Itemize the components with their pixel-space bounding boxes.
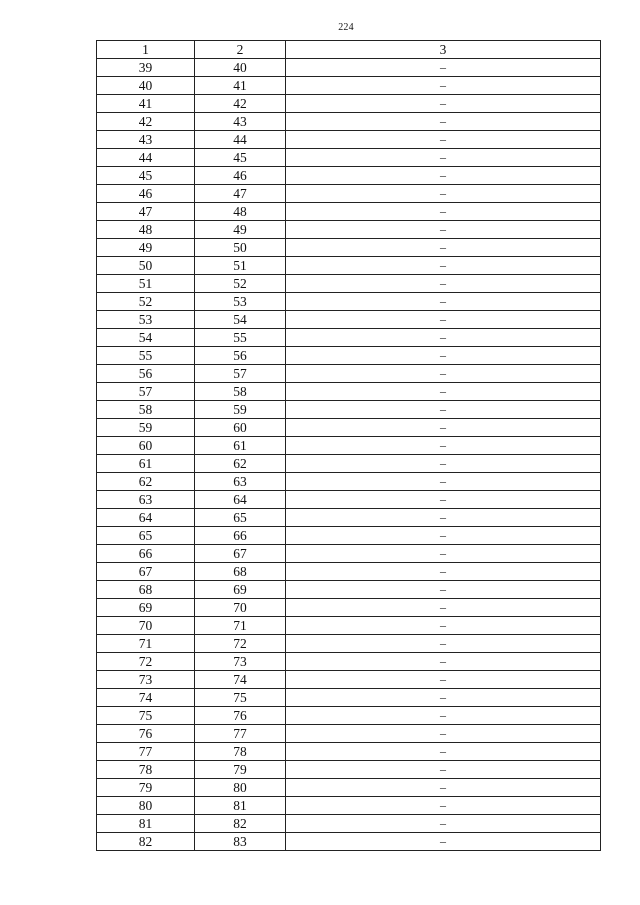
table-cell-col-3: – (286, 185, 601, 203)
table-cell-col-3: – (286, 545, 601, 563)
data-table (96, 40, 601, 851)
table-cell-col-2: 82 (195, 815, 286, 833)
table-row (97, 347, 601, 365)
table-cell-col-2: 68 (195, 563, 286, 581)
table-row (97, 311, 601, 329)
table-cell-col-1: 51 (97, 275, 195, 293)
table-cell-col-1: 52 (97, 293, 195, 311)
table-cell-col-1: 77 (97, 743, 195, 761)
table-cell-col-2: 57 (195, 365, 286, 383)
table-cell-col-1: 45 (97, 167, 195, 185)
table-cell-col-2: 73 (195, 653, 286, 671)
table-cell-col-1: 40 (97, 77, 195, 95)
page-number: 224 (338, 22, 354, 33)
table-cell-col-3: – (286, 779, 601, 797)
table-row (97, 707, 601, 725)
table-row (97, 221, 601, 239)
table-cell-col-3: – (286, 761, 601, 779)
table-cell-col-3: – (286, 113, 601, 131)
table-cell-col-3: – (286, 707, 601, 725)
table-cell-col-3: – (286, 491, 601, 509)
table-row (97, 185, 601, 203)
table-cell-col-2: 64 (195, 491, 286, 509)
table-row (97, 527, 601, 545)
table-cell-col-1: 56 (97, 365, 195, 383)
table-cell-col-2: 44 (195, 131, 286, 149)
table-cell-col-3: – (286, 59, 601, 77)
table-row (97, 239, 601, 257)
table-cell-col-1: 50 (97, 257, 195, 275)
table-body (97, 59, 601, 851)
table-cell-col-3: – (286, 347, 601, 365)
table-cell-col-2: 80 (195, 779, 286, 797)
table-cell-col-1: 73 (97, 671, 195, 689)
table-cell-col-3: – (286, 815, 601, 833)
table-row (97, 671, 601, 689)
table-cell-col-1: 67 (97, 563, 195, 581)
table-cell-col-1: 75 (97, 707, 195, 725)
table-cell-col-1: 42 (97, 113, 195, 131)
table-cell-col-3: – (286, 311, 601, 329)
table-cell-col-2: 45 (195, 149, 286, 167)
table-row (97, 113, 601, 131)
table-cell-col-3: – (286, 383, 601, 401)
table-cell-col-2: 65 (195, 509, 286, 527)
table-cell-col-1: 54 (97, 329, 195, 347)
table-cell-col-1: 46 (97, 185, 195, 203)
table-cell-col-1: 65 (97, 527, 195, 545)
table-row (97, 815, 601, 833)
table-cell-col-1: 39 (97, 59, 195, 77)
table-cell-col-2: 42 (195, 95, 286, 113)
table-cell-col-3: – (286, 527, 601, 545)
table-cell-col-1: 44 (97, 149, 195, 167)
table-cell-col-3: – (286, 203, 601, 221)
table-row (97, 293, 601, 311)
table-cell-col-1: 43 (97, 131, 195, 149)
table-cell-col-1: 47 (97, 203, 195, 221)
table-cell-col-1: 58 (97, 401, 195, 419)
table-cell-col-1: 71 (97, 635, 195, 653)
table-header-row (97, 41, 601, 59)
table-cell-col-3: – (286, 671, 601, 689)
table-row (97, 509, 601, 527)
table-cell-col-1: 69 (97, 599, 195, 617)
table-cell-col-3: – (286, 293, 601, 311)
table-cell-col-3: – (286, 401, 601, 419)
table-cell-col-1: 74 (97, 689, 195, 707)
table-cell-col-2: 67 (195, 545, 286, 563)
table-cell-col-2: 54 (195, 311, 286, 329)
table-cell-col-3: – (286, 329, 601, 347)
column-header-3: 3 (286, 41, 601, 59)
table-cell-col-2: 62 (195, 455, 286, 473)
table-cell-col-2: 72 (195, 635, 286, 653)
table-row (97, 599, 601, 617)
table-row (97, 563, 601, 581)
table-cell-col-2: 40 (195, 59, 286, 77)
table-row (97, 617, 601, 635)
table-cell-col-2: 70 (195, 599, 286, 617)
table-cell-col-2: 77 (195, 725, 286, 743)
table-row (97, 275, 601, 293)
table-cell-col-3: – (286, 797, 601, 815)
table-cell-col-3: – (286, 257, 601, 275)
table-row (97, 203, 601, 221)
table-cell-col-2: 51 (195, 257, 286, 275)
table-row (97, 491, 601, 509)
table-cell-col-2: 74 (195, 671, 286, 689)
table-cell-col-1: 57 (97, 383, 195, 401)
table-cell-col-2: 41 (195, 77, 286, 95)
table-row (97, 401, 601, 419)
table-cell-col-3: – (286, 365, 601, 383)
table-cell-col-2: 46 (195, 167, 286, 185)
table-row (97, 59, 601, 77)
table-cell-col-2: 83 (195, 833, 286, 851)
table-cell-col-1: 80 (97, 797, 195, 815)
table-row (97, 383, 601, 401)
table-cell-col-3: – (286, 833, 601, 851)
table-cell-col-2: 79 (195, 761, 286, 779)
table-cell-col-2: 47 (195, 185, 286, 203)
table-cell-col-3: – (286, 419, 601, 437)
table-cell-col-3: – (286, 239, 601, 257)
table-cell-col-3: – (286, 509, 601, 527)
table-cell-col-2: 76 (195, 707, 286, 725)
table-cell-col-2: 81 (195, 797, 286, 815)
table-row (97, 761, 601, 779)
table-cell-col-1: 49 (97, 239, 195, 257)
column-header-1: 1 (97, 41, 195, 59)
table-cell-col-1: 41 (97, 95, 195, 113)
table-row (97, 167, 601, 185)
table-cell-col-2: 75 (195, 689, 286, 707)
table-cell-col-2: 48 (195, 203, 286, 221)
table-cell-col-1: 72 (97, 653, 195, 671)
table-cell-col-1: 79 (97, 779, 195, 797)
table-cell-col-2: 53 (195, 293, 286, 311)
table-cell-col-3: – (286, 455, 601, 473)
table-cell-col-2: 61 (195, 437, 286, 455)
table-cell-col-3: – (286, 95, 601, 113)
table-row (97, 473, 601, 491)
table-cell-col-2: 43 (195, 113, 286, 131)
table-row (97, 545, 601, 563)
table-cell-col-2: 66 (195, 527, 286, 545)
table-cell-col-1: 76 (97, 725, 195, 743)
table-cell-col-1: 81 (97, 815, 195, 833)
table-cell-col-2: 60 (195, 419, 286, 437)
table-row (97, 419, 601, 437)
table-row (97, 149, 601, 167)
table-cell-col-2: 55 (195, 329, 286, 347)
table-cell-col-3: – (286, 563, 601, 581)
table-row (97, 833, 601, 851)
table-row (97, 329, 601, 347)
table-cell-col-1: 63 (97, 491, 195, 509)
table-cell-col-2: 56 (195, 347, 286, 365)
table-cell-col-3: – (286, 131, 601, 149)
table-cell-col-3: – (286, 275, 601, 293)
table-cell-col-3: – (286, 653, 601, 671)
table-cell-col-1: 70 (97, 617, 195, 635)
table-cell-col-3: – (286, 581, 601, 599)
table-row (97, 257, 601, 275)
table-cell-col-2: 78 (195, 743, 286, 761)
table-row (97, 95, 601, 113)
table-cell-col-3: – (286, 599, 601, 617)
table-row (97, 437, 601, 455)
table-row (97, 131, 601, 149)
table-cell-col-2: 69 (195, 581, 286, 599)
table-cell-col-1: 78 (97, 761, 195, 779)
table-row (97, 455, 601, 473)
table-row (97, 365, 601, 383)
table-cell-col-1: 68 (97, 581, 195, 599)
table-cell-col-3: – (286, 77, 601, 95)
table-cell-col-3: – (286, 725, 601, 743)
table-cell-col-1: 48 (97, 221, 195, 239)
table-cell-col-3: – (286, 689, 601, 707)
table-row (97, 77, 601, 95)
table-cell-col-1: 64 (97, 509, 195, 527)
table-cell-col-3: – (286, 635, 601, 653)
table-cell-col-1: 61 (97, 455, 195, 473)
table-row (97, 725, 601, 743)
table-row (97, 797, 601, 815)
table-cell-col-2: 52 (195, 275, 286, 293)
table-cell-col-2: 71 (195, 617, 286, 635)
table-cell-col-3: – (286, 167, 601, 185)
table-cell-col-3: – (286, 149, 601, 167)
table-cell-col-1: 53 (97, 311, 195, 329)
table-row (97, 743, 601, 761)
table-cell-col-1: 60 (97, 437, 195, 455)
table-cell-col-3: – (286, 617, 601, 635)
table-cell-col-1: 59 (97, 419, 195, 437)
table-cell-col-3: – (286, 473, 601, 491)
table-cell-col-3: – (286, 221, 601, 239)
table-cell-col-1: 62 (97, 473, 195, 491)
table-row (97, 653, 601, 671)
table-cell-col-1: 55 (97, 347, 195, 365)
table-cell-col-2: 49 (195, 221, 286, 239)
table-row (97, 689, 601, 707)
table-cell-col-2: 59 (195, 401, 286, 419)
table-cell-col-1: 82 (97, 833, 195, 851)
table-cell-col-3: – (286, 743, 601, 761)
table-cell-col-2: 58 (195, 383, 286, 401)
table-cell-col-2: 63 (195, 473, 286, 491)
table-cell-col-1: 66 (97, 545, 195, 563)
table-cell-col-2: 50 (195, 239, 286, 257)
table-row (97, 581, 601, 599)
table-row (97, 635, 601, 653)
column-header-2: 2 (195, 41, 286, 59)
table-row (97, 779, 601, 797)
table-cell-col-3: – (286, 437, 601, 455)
